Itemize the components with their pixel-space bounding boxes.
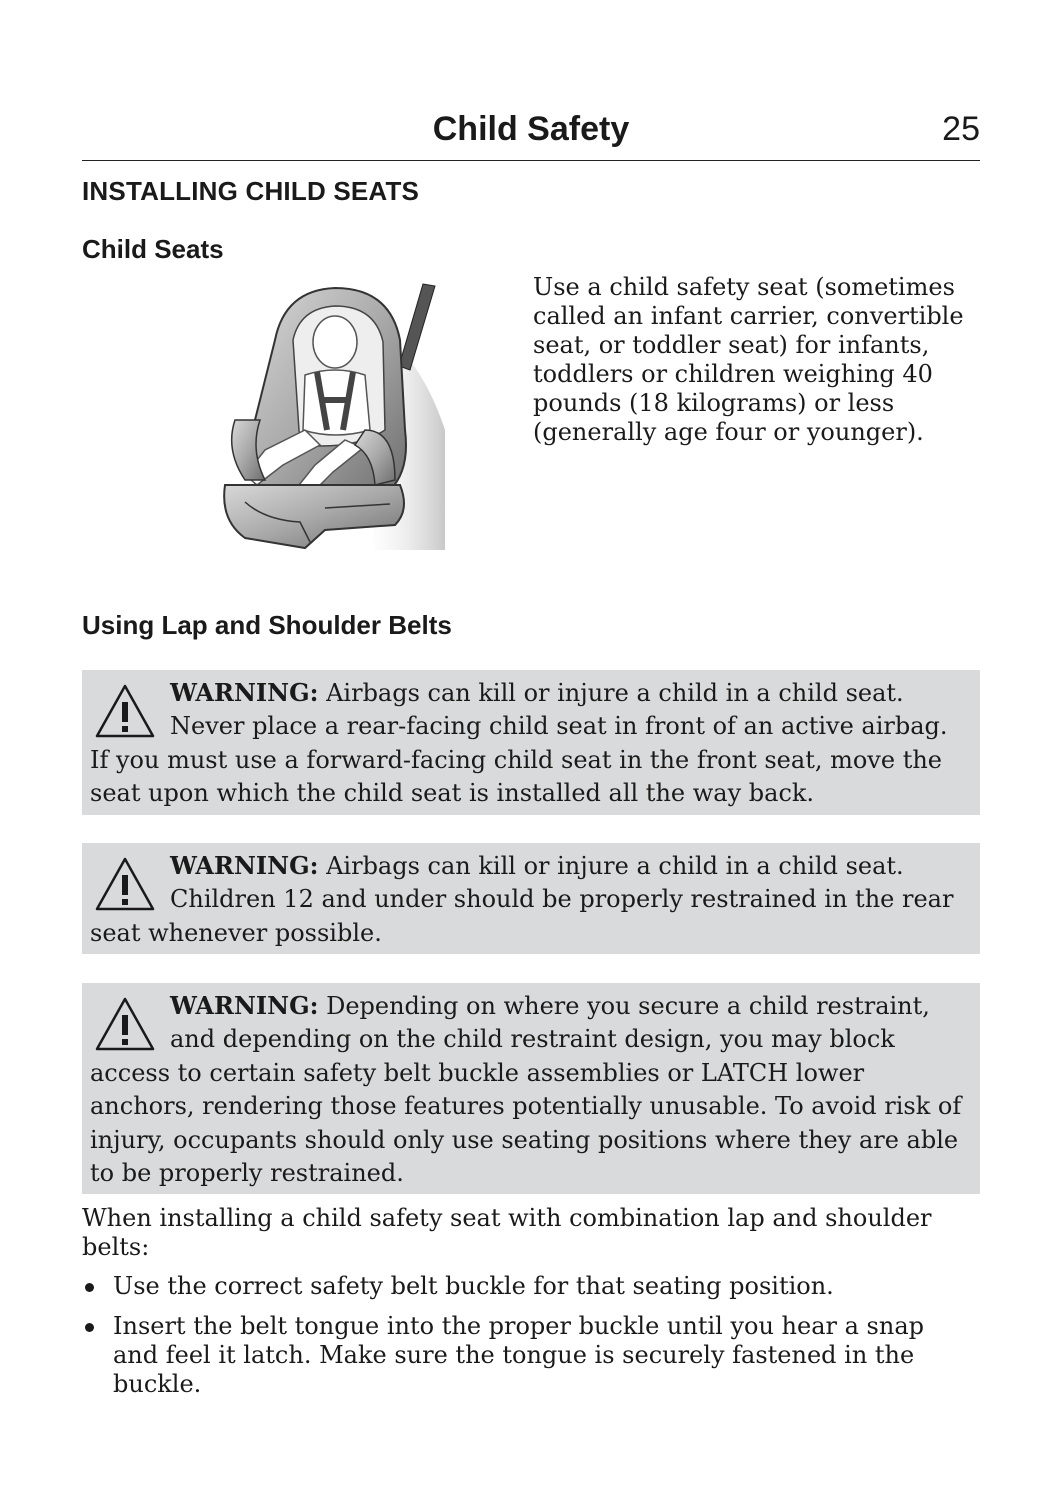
warning-body: Airbags can kill or injure a child in a child seat. Never place a rear-facing child seat in front of an active airbag. If you must use a forward-facing child seat in the front seat, move the seat upon which the child seat is installed all the way back. (90, 679, 948, 808)
page-header (82, 108, 980, 161)
list-item (82, 1272, 962, 1301)
bullet-icon (85, 1323, 94, 1332)
page-number: 25 (942, 110, 980, 148)
warning-triangle-icon (94, 682, 156, 740)
warning-text (90, 989, 964, 1190)
warning-label: WARNING: (170, 678, 319, 707)
list-item (82, 1312, 962, 1399)
installation-bullet-list (82, 1272, 962, 1410)
list-item-text: Use the correct safety belt buckle for that seating position. (113, 1272, 834, 1300)
child-seat-illustration-icon (205, 280, 450, 560)
warning-box-airbag-rear-facing (82, 670, 980, 815)
section-heading: INSTALLING CHILD SEATS (82, 176, 420, 206)
warning-label: WARNING: (170, 851, 319, 880)
warning-label: WARNING: (170, 991, 319, 1020)
header-title: Child Safety (432, 110, 630, 148)
warning-box-children-rear-seat (82, 843, 980, 954)
installation-instructions: When installing a child safety seat with combination lap and shoulder belts: (82, 1204, 932, 1261)
warning-body: Depending on where you secure a child restraint, and depending on the child restraint design, you may block access to certain safety belt buckle assemblies or LATCH lower anchors, rendering those features potentially unusable. To avoid risk of injury, occupants should only use seating positions where they are able to be properly restrained. (90, 992, 962, 1188)
warning-triangle-icon (94, 995, 156, 1053)
warning-box-latch-anchors (82, 983, 980, 1194)
bullet-icon (85, 1283, 94, 1292)
warning-body: Airbags can kill or injure a child in a child seat. Children 12 and under should be properly restrained in the rear seat whenever possible. (90, 852, 954, 947)
warning-text (90, 676, 964, 811)
child-seats-intro: Use a child safety seat (sometimes called an infant carrier, convertible seat, or toddler seat) for infants, toddlers or children weighing 40 pounds (18 kilograms) or less (generally age four or younger). (533, 273, 964, 446)
child-seats-heading: Child Seats (82, 234, 224, 264)
warning-text (90, 849, 964, 950)
warning-triangle-icon (94, 855, 156, 913)
lap-shoulder-heading: Using Lap and Shoulder Belts (82, 610, 452, 640)
list-item-text: Insert the belt tongue into the proper buckle until you hear a snap and feel it latch. Make sure the tongue is securely fastened in the buckle. (113, 1312, 924, 1398)
